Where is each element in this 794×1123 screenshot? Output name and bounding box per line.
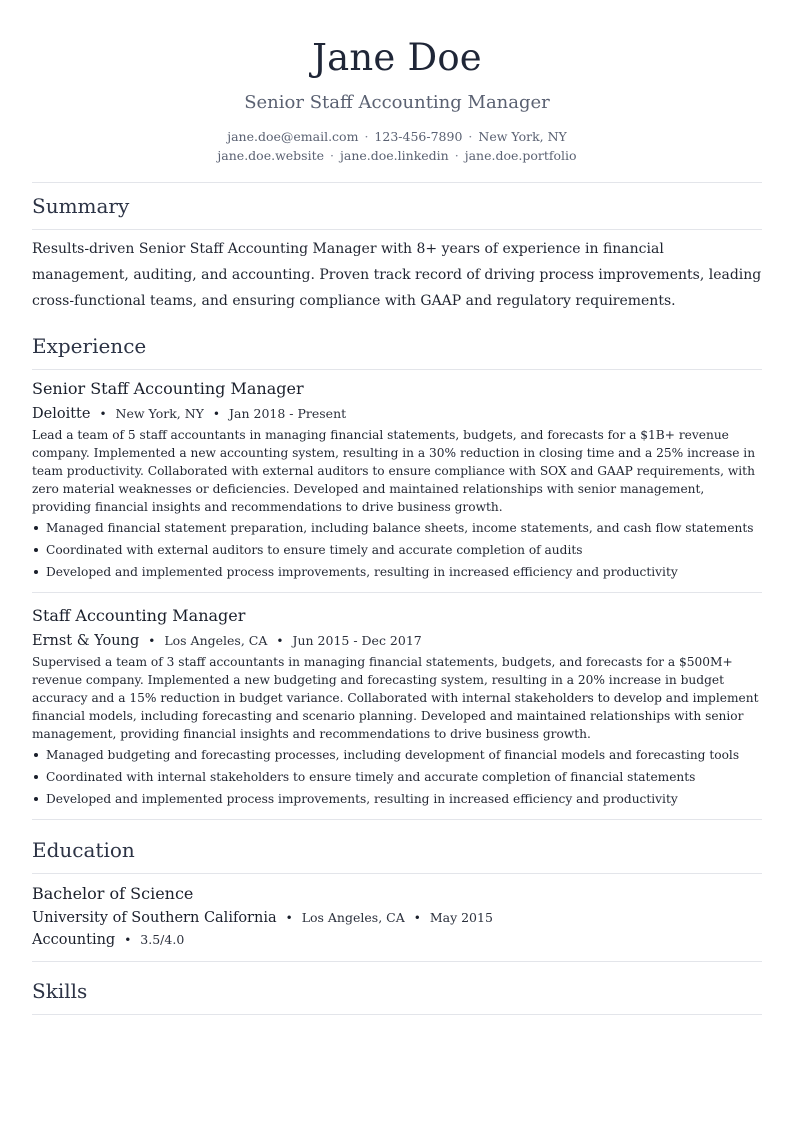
phone-text: 123-456-7890	[374, 129, 463, 144]
list-item: Developed and implemented process improvements, resulting in increased efficiency and productivity	[32, 788, 762, 810]
contact-separator: ·	[330, 148, 334, 163]
company-name: Ernst & Young	[32, 633, 140, 649]
divider	[32, 1014, 762, 1015]
candidate-name: Jane Doe	[312, 36, 482, 79]
meta-bullet: •	[413, 911, 421, 925]
contact-row-primary	[32, 127, 762, 146]
meta-bullet: •	[99, 407, 107, 421]
summary-heading: Summary	[32, 194, 130, 218]
website-link[interactable]: jane.doe.website	[217, 148, 325, 163]
education-heading: Education	[32, 838, 135, 862]
contact-separator: ·	[364, 129, 369, 144]
summary-text: Results-driven Senior Staff Accounting Manager with 8+ years of experience in financial management, auditing, and accounting. Proven track record of driving process improvements, leading cross-functional teams, and ensuring compliance with GAAP and regulatory requirements.	[32, 241, 762, 309]
experience-heading: Experience	[32, 334, 147, 358]
list-item: Coordinated with internal stakeholders to ensure timely and accurate completion of financial statements	[32, 766, 762, 788]
job-title: Senior Staff Accounting Manager	[32, 379, 304, 398]
divider	[32, 182, 762, 183]
list-item: Managed budgeting and forecasting processes, including development of financial models and forecasting tools	[32, 744, 762, 766]
divider	[32, 229, 762, 230]
list-item: Developed and implemented process improvements, resulting in increased efficiency and productivity	[32, 561, 762, 583]
degree-title: Bachelor of Science	[32, 884, 194, 903]
portfolio-link[interactable]: jane.doe.portfolio	[464, 148, 577, 163]
meta-bullet: •	[124, 933, 132, 947]
meta-bullet: •	[285, 911, 293, 925]
divider	[32, 369, 762, 370]
graduation-date: May 2015	[429, 910, 493, 925]
divider	[32, 961, 762, 962]
job-location: New York, NY	[115, 406, 204, 421]
list-item: Managed financial statement preparation, including balance sheets, income statements, and cash flow statements	[32, 517, 762, 539]
meta-bullet: •	[212, 407, 220, 421]
job-title: Staff Accounting Manager	[32, 606, 246, 625]
job-meta	[32, 406, 762, 422]
contact-separator: ·	[454, 148, 459, 163]
school-name: University of Southern California	[32, 910, 277, 926]
job-description: Lead a team of 5 staff accountants in managing financial statements, budgets, and forecasts for a $1B+ revenue company. Implemented a new accounting system, resulting in a 30% reduction in closing time and a 25% increase in team productivity. Collaborated with external auditors to ensure compliance with SOX and GAAP requirements, with zero material weaknesses or deficiencies. Developed and maintained relationships with senior management, providing financial insights and recommendations to drive business growth.	[32, 428, 756, 514]
job-meta	[32, 633, 762, 649]
job-entry	[32, 606, 762, 810]
job-dates: Jan 2018 - Present	[229, 406, 347, 421]
school-meta	[32, 910, 762, 926]
experience-section	[32, 333, 762, 820]
location-text: New York, NY	[478, 129, 567, 144]
job-bullets	[32, 517, 762, 583]
resume-header	[32, 0, 762, 165]
education-entry	[32, 884, 762, 948]
contact-separator: ·	[468, 129, 473, 144]
meta-bullet: •	[148, 634, 156, 648]
contact-row-links	[32, 146, 762, 165]
candidate-title: Senior Staff Accounting Manager	[244, 92, 550, 113]
job-description: Supervised a team of 3 staff accountants in managing financial statements, budgets, and forecasts for a $500M+ revenue company. Implemented a new budgeting and forecasting system, resulting in a 20% increase in budget accuracy and a 15% reduction in budget variance. Collaborated with internal stakeholders to develop and implement financial models, including forecasting and scenario planning. Developed and maintained relationships with senior management, providing financial insights and recommendations to drive business growth.	[32, 655, 759, 741]
email-link[interactable]: jane.doe@email.com	[227, 129, 359, 144]
divider	[32, 873, 762, 874]
meta-bullet: •	[276, 634, 284, 648]
summary-section	[32, 193, 762, 314]
job-dates: Jun 2015 - Dec 2017	[292, 633, 422, 648]
job-bullets	[32, 744, 762, 810]
gpa-value: 3.5/4.0	[140, 932, 185, 947]
field-of-study: Accounting	[32, 932, 116, 948]
job-location: Los Angeles, CA	[164, 633, 268, 648]
job-entry	[32, 379, 762, 583]
divider	[32, 819, 762, 820]
divider	[32, 592, 762, 593]
field-meta	[32, 932, 762, 948]
company-name: Deloitte	[32, 406, 91, 422]
list-item: Coordinated with external auditors to ensure timely and accurate completion of audits	[32, 539, 762, 561]
linkedin-link[interactable]: jane.doe.linkedin	[340, 148, 449, 163]
school-location: Los Angeles, CA	[301, 910, 405, 925]
skills-heading: Skills	[32, 979, 88, 1003]
skills-section	[32, 978, 762, 1015]
education-section	[32, 837, 762, 962]
